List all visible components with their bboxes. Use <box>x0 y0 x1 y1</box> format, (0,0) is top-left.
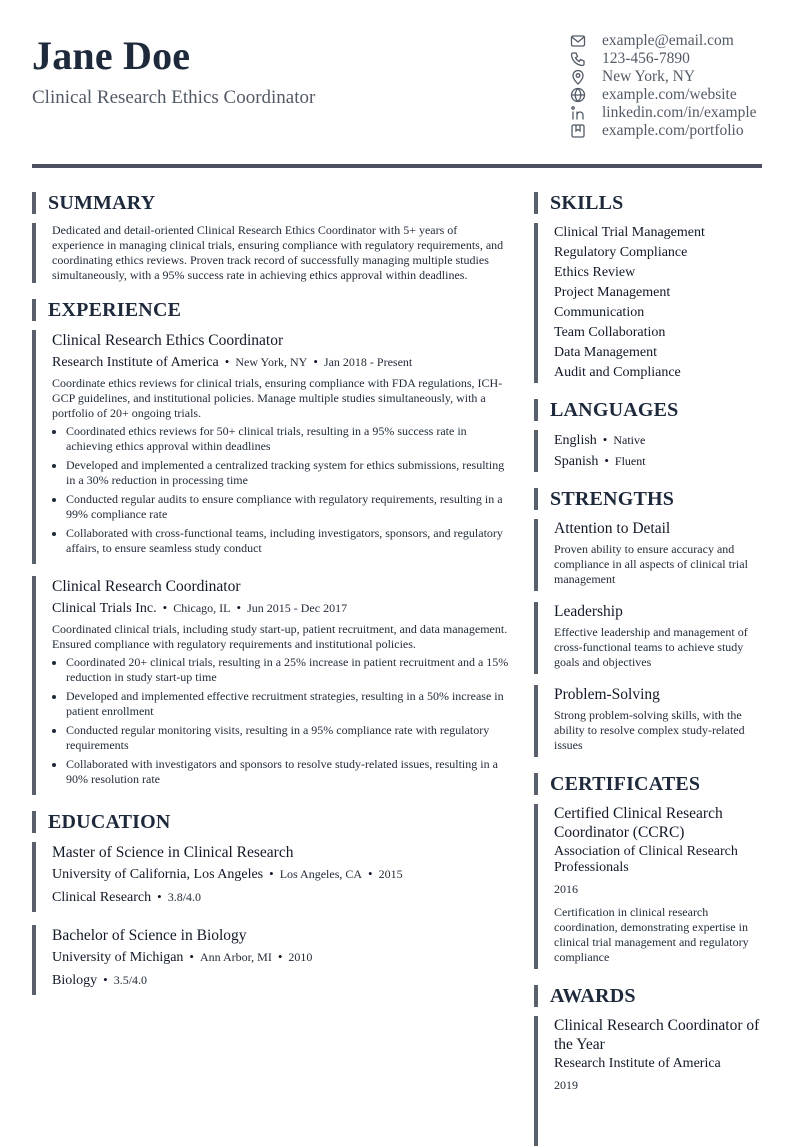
achievement-item: • Coordinated 20+ clinical trials, resulting in a 25% increase in patient recruitment and a 15% reduction in study start-up time <box>66 655 510 685</box>
contact-email-text: example@email.com <box>602 32 734 49</box>
summary-text: Dedicated and detail-oriented Clinical Research Ethics Coordinator with 5+ years of experience in managing clinical trials, ensuring compliance with regulatory requirements, and coordinating ethics reviews. Proven track record of successfully managing multiple studies simultaneously, with a 95% success rate in achieving ethics approval within deadlines. <box>52 223 504 282</box>
header-divider <box>32 164 762 168</box>
job-title: Clinical Research Ethics Coordinator <box>32 87 316 108</box>
school-meta <box>52 946 510 968</box>
strength-description: Effective leadership and management of cross-functional teams to achieve study goals and objectives <box>554 625 748 669</box>
strength-title: Problem-Solving <box>554 686 660 703</box>
achievement-list <box>52 655 510 787</box>
language-name: English <box>554 433 597 448</box>
school-meta <box>52 863 510 885</box>
job-meta <box>52 351 510 373</box>
award-title: Clinical Research Coordinator of the Year <box>554 1017 760 1053</box>
separator-dot: • <box>162 600 168 615</box>
contact-portfolio[interactable] <box>570 122 790 140</box>
separator-dot: • <box>157 889 162 904</box>
education-heading: EDUCATION <box>32 811 510 833</box>
achievement-item: • Collaborated with cross-functional teams, including investigators, sponsors, and regulatory affairs, to ensure seamless study conduct <box>66 526 510 556</box>
skill-item: Clinical Trial Management <box>554 225 705 240</box>
language-item <box>554 430 762 451</box>
experience-heading: EXPERIENCE <box>32 299 510 321</box>
candidate-name: Jane Doe <box>32 33 191 78</box>
contact-linkedin-text: linkedin.com/in/example <box>602 104 757 121</box>
award-year: 2019 <box>554 1078 578 1092</box>
separator-dot: • <box>602 432 608 447</box>
summary-section <box>32 223 510 283</box>
separator-dot: • <box>224 354 230 369</box>
contact-location-text: New York, NY <box>602 68 696 85</box>
graduation-year: 2010 <box>288 950 313 964</box>
contact-phone-text: 123-456-7890 <box>602 50 690 67</box>
award-entry <box>534 1016 762 1146</box>
achievement-item: • Conducted regular monitoring visits, resulting in a 95% compliance rate with regulatory requirements <box>66 723 510 753</box>
language-name: Spanish <box>554 454 599 469</box>
separator-dot: • <box>189 949 194 964</box>
school-location: Los Angeles, CA <box>279 867 363 881</box>
globe-icon <box>570 87 586 103</box>
experience-entry <box>32 576 510 795</box>
strength-entry <box>534 602 762 674</box>
job-location: Chicago, IL <box>173 601 231 615</box>
gpa: 3.8/4.0 <box>167 890 202 904</box>
experience-entry <box>32 330 510 564</box>
skill-item: Data Management <box>554 345 658 360</box>
certificates-heading: CERTIFICATES <box>534 773 762 795</box>
linkedin-icon <box>570 105 586 121</box>
language-level: Native <box>613 433 646 447</box>
separator-dot: • <box>103 972 108 987</box>
job-location: New York, NY <box>235 355 308 369</box>
job-dates: Jan 2018 - Present <box>323 355 413 369</box>
company-name: Research Institute of America <box>52 355 219 370</box>
languages-section <box>534 430 762 472</box>
strength-title: Leadership <box>554 603 623 620</box>
achievement-item: • Coordinated ethics reviews for 50+ clinical trials, resulting in a 95% success rate in achieving ethics approval within deadlines <box>66 424 510 454</box>
certificate-title: Certified Clinical Research Coordinator (CCRC) <box>554 805 723 841</box>
job-meta <box>52 597 510 619</box>
field-of-study: Clinical Research <box>52 890 152 905</box>
award-issuer: Research Institute of America <box>554 1056 721 1071</box>
strength-entry <box>534 685 762 757</box>
certificate-description: Certification in clinical research coordination, demonstrating expertise in clinical trial management and regulatory compliance <box>554 905 749 964</box>
location-pin-icon <box>570 69 586 85</box>
skill-item: Communication <box>554 305 645 320</box>
company-name: Clinical Trials Inc. <box>52 601 157 616</box>
main-column <box>32 192 510 995</box>
awards-heading: AWARDS <box>534 985 762 1007</box>
side-column <box>534 192 762 1146</box>
field-of-study: Biology <box>52 973 98 988</box>
separator-dot: • <box>269 866 274 881</box>
education-entry <box>32 925 510 995</box>
graduation-year: 2015 <box>378 867 403 881</box>
contact-linkedin[interactable] <box>570 104 790 122</box>
study-meta <box>52 969 510 991</box>
strength-description: Strong problem-solving skills, with the ability to resolve complex study-related issues <box>554 708 745 752</box>
certificate-issuer: Association of Clinical Research Professionals <box>554 844 738 875</box>
summary-heading: SUMMARY <box>32 192 510 214</box>
achievement-item: • Developed and implemented effective recruitment strategies, resulting in a 50% increase in patient enrollment <box>66 689 510 719</box>
contact-list <box>570 32 790 140</box>
degree-name: Bachelor of Science in Biology <box>52 927 247 944</box>
job-description: Coordinate ethics reviews for clinical trials, ensuring compliance with FDA regulations, ICH-GCP guidelines, and institutional policies. Manage multiple studies simultaneously, with a portfolio of 20+ ongoing trials. <box>52 376 503 420</box>
language-level: Fluent <box>614 454 646 468</box>
achievement-item: • Conducted regular audits to ensure compliance with regulatory requirements, resulting in a 99% compliance rate <box>66 492 510 522</box>
school-name: University of California, Los Angeles <box>52 867 264 882</box>
gpa: 3.5/4.0 <box>113 973 148 987</box>
strength-description: Proven ability to ensure accuracy and compliance in all aspects of clinical trial management <box>554 542 748 586</box>
skill-item: Team Collaboration <box>554 325 666 340</box>
skills-section <box>534 223 762 383</box>
contact-website[interactable] <box>570 86 790 104</box>
school-name: University of Michigan <box>52 950 184 965</box>
degree-name: Master of Science in Clinical Research <box>52 844 294 861</box>
contact-portfolio-text: example.com/portfolio <box>602 122 744 139</box>
email-icon <box>570 33 586 49</box>
school-location: Ann Arbor, MI <box>199 950 272 964</box>
contact-phone[interactable] <box>570 50 790 68</box>
separator-dot: • <box>313 354 318 369</box>
strength-title: Attention to Detail <box>554 520 671 537</box>
languages-heading: LANGUAGES <box>534 399 762 421</box>
strengths-heading: STRENGTHS <box>534 488 762 510</box>
achievement-list <box>52 424 510 556</box>
phone-icon <box>570 51 586 67</box>
education-entry <box>32 842 510 912</box>
job-role: Clinical Research Ethics Coordinator <box>52 332 284 349</box>
skill-item: Project Management <box>554 285 671 300</box>
language-item <box>554 451 762 472</box>
job-role: Clinical Research Coordinator <box>52 578 241 595</box>
skill-item: Regulatory Compliance <box>554 245 688 260</box>
portfolio-icon <box>570 123 586 139</box>
achievement-item: • Developed and implemented a centralized tracking system for ethics submissions, resulting in a 30% reduction in processing time <box>66 458 510 488</box>
separator-dot: • <box>236 600 242 615</box>
contact-website-text: example.com/website <box>602 86 737 103</box>
skills-heading: SKILLS <box>534 192 762 214</box>
achievement-item: • Collaborated with investigators and sponsors to resolve study-related issues, resulting in a 90% resolution rate <box>66 757 510 787</box>
skill-item: Ethics Review <box>554 265 636 280</box>
job-description: Coordinated clinical trials, including study start-up, patient recruitment, and data management. Ensured compliance with regulatory requirements and institutional policies. <box>52 622 508 651</box>
study-meta <box>52 886 510 908</box>
separator-dot: • <box>368 866 373 881</box>
contact-location <box>570 68 790 86</box>
skill-item: Audit and Compliance <box>554 365 681 380</box>
separator-dot: • <box>604 453 609 468</box>
job-dates: Jun 2015 - Dec 2017 <box>247 601 348 615</box>
certificate-entry <box>534 804 762 969</box>
contact-email[interactable] <box>570 32 790 50</box>
certificate-year: 2016 <box>554 882 578 896</box>
strength-entry <box>534 519 762 591</box>
separator-dot: • <box>277 949 283 964</box>
